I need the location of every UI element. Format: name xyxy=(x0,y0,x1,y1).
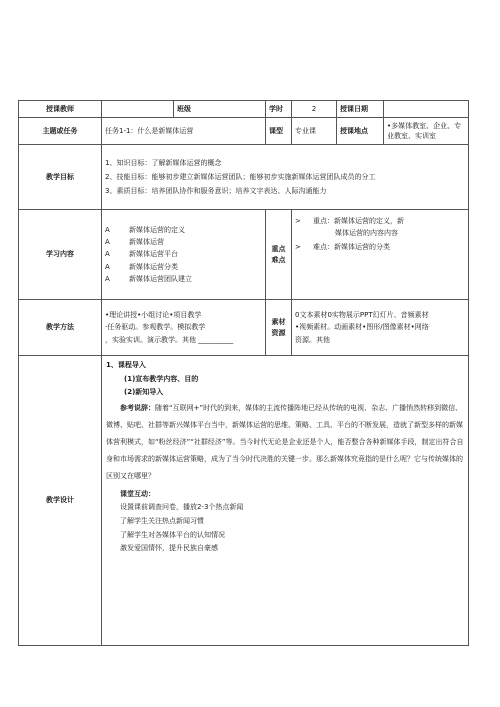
design-section-title: 1、课程导入 xyxy=(106,361,146,369)
reference-speech: 参考说辞：随着“互联网+”时代的到来，媒体的主流传播阵地已经从传统的电视、杂志、广播悄然转移到微信、微博、贴吧、社群等新兴媒体平台当中，新媒体运营的思维、策略、工具、平台的不断发展，造就了新型多样的新媒体营利模式，如“粉丝经济”“社群经济”等。当今时代无论是企业还是个人，能否整合各种新媒体手段，制定出符合自身和市场需求的新媒体运营策略，成为了当今时代决胜的关键一步。那么新媒体究竟指的是什么呢？它与传统媒体的区别又在哪里？ xyxy=(106,403,464,481)
hours-value: 2 xyxy=(292,101,337,118)
bullet-marker: A xyxy=(105,262,110,271)
resources-cell xyxy=(292,300,469,356)
interaction-item: 了解学生关注热点新闻习惯 xyxy=(120,516,204,525)
objectives-row xyxy=(19,145,469,210)
objectives-label: 教学目标 xyxy=(19,145,102,210)
lesson-plan-sheet xyxy=(18,100,468,646)
design-row xyxy=(19,356,469,646)
content-items xyxy=(102,210,266,300)
bullet-marker: A xyxy=(105,226,110,235)
design-label: 教学设计 xyxy=(19,356,102,646)
design-subsection: (2)新知导入 xyxy=(124,388,164,397)
teacher-value xyxy=(102,101,174,118)
key-point: > 重点：新媒体运营的定义，新 xyxy=(295,217,404,225)
design-subsection: (1)宣布教学内容、目的 xyxy=(124,374,199,383)
content-row xyxy=(19,210,469,300)
bullet-marker: A xyxy=(105,250,110,259)
content-item: A 新媒体运营分类 xyxy=(105,262,178,271)
bullet-marker: A xyxy=(105,274,110,283)
design-cell xyxy=(102,356,469,646)
location-value: •多媒体教室、企业、专业教室、实训室 xyxy=(384,118,469,145)
key-points-label: 重点 难点 xyxy=(266,210,292,300)
resources-line: 0文本素材0实物展示PPT幻灯片、音频素材 xyxy=(295,311,429,320)
type-value: 专业课 xyxy=(292,118,337,145)
content-item: A 新媒体运营的定义 xyxy=(105,226,185,235)
objective-skill: 2、技能目标：能够初步建立新媒体运营团队；能够初步实施新媒体运营团队成员的分工 xyxy=(105,172,376,181)
methods-line: ·任务驱动。参观教学。模拟教学 xyxy=(105,323,206,332)
hours-label: 学时 xyxy=(266,101,292,118)
resources-line: •视频素材。动画素材•图形/图像素材•网络 xyxy=(295,323,429,332)
methods-row xyxy=(19,300,469,356)
header-row-1 xyxy=(19,101,469,118)
methods-line: •理论讲授•小组讨论•项目教学 xyxy=(105,311,202,320)
methods-line: ，实验实训。演示教学。其他 __________ xyxy=(105,335,234,344)
topic-label: 主题或任务 xyxy=(19,118,102,145)
header-row-2 xyxy=(19,118,469,145)
date-value xyxy=(384,101,469,118)
key-points-cell xyxy=(292,210,469,300)
content-item: A 新媒体运营团队建立 xyxy=(105,274,192,283)
resources-label: 素材 资源 xyxy=(266,300,292,356)
content-label: 学习内容 xyxy=(19,210,102,300)
type-label: 课型 xyxy=(266,118,292,145)
bullet-marker: > xyxy=(295,217,301,225)
methods-cell xyxy=(102,300,266,356)
teacher-label: 授课教师 xyxy=(19,101,102,118)
resources-line: 资源。其他 xyxy=(295,335,330,344)
objective-quality: 3、素质目标：培养团队协作和服务意识；培养文字表达、人际沟通能力 xyxy=(105,187,327,196)
interaction-item: 了解学生对各媒体平台的认知情况 xyxy=(120,530,225,539)
key-point: > 难点：新媒体运营的分类 xyxy=(295,243,390,252)
topic-value: 任务1-1：什么是新媒体运营 xyxy=(102,118,266,145)
content-item: A 新媒体运营 xyxy=(105,238,164,247)
class-label: 班级 xyxy=(174,101,266,118)
interaction-item: 激发爱国情怀，提升民族自豪感 xyxy=(120,544,218,553)
interaction-item: 设置课前调查问卷，播放2-3个热点新闻 xyxy=(120,503,244,512)
key-point-continued: 媒体运营的内容内容 xyxy=(335,229,398,238)
date-label: 授课日期 xyxy=(337,101,384,118)
content-item: A 新媒体运营平台 xyxy=(105,250,178,259)
objectives-cell xyxy=(102,145,469,210)
location-label: 授课地点 xyxy=(337,118,384,145)
bullet-marker: > xyxy=(295,243,301,252)
interaction-title: 课堂互动： xyxy=(120,489,155,498)
lesson-plan-table xyxy=(18,100,469,646)
methods-label: 教学方法 xyxy=(19,300,102,356)
bullet-marker: A xyxy=(105,238,110,247)
objective-knowledge: 1、知识目标：了解新媒体运营的概念 xyxy=(105,158,222,167)
